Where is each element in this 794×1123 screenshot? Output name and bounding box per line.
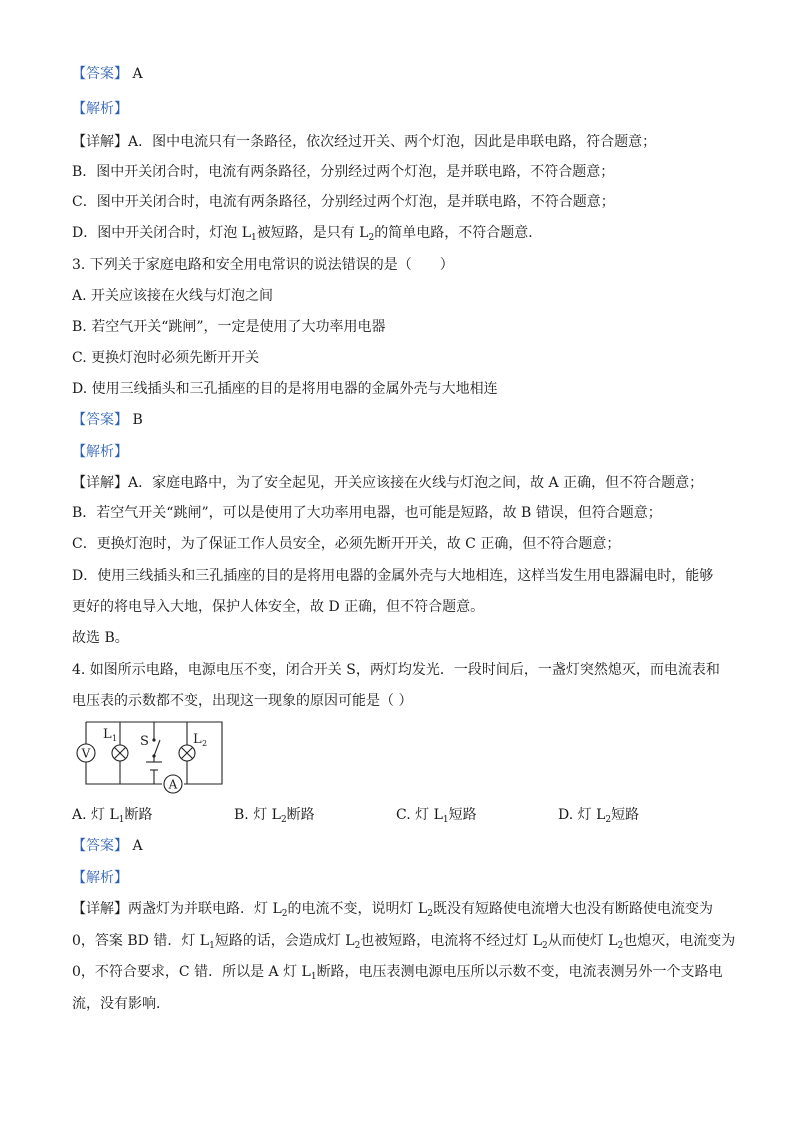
- answer-value: A: [132, 66, 143, 82]
- detail-tag: 【详解】: [72, 134, 128, 150]
- text-line: D．使用三线插头和三孔插座的目的是将用电器的金属外壳与大地相连，这样当发生用电器漏电时，能够: [72, 568, 714, 584]
- question-3-stem: 3. 下列关于家庭电路和安全用电常识的说法错误的是（ ）: [72, 257, 454, 273]
- text-line: D．图中开关闭合时，灯泡 $L_1$被短路，是只有 $L_2$的简单电路，不符合题意．: [72, 225, 543, 243]
- text-line: 0，答案 BD 错．灯 $L_1$短路的话，会造成灯 $L_2$也被短路，电流将不经过灯 $L_2$从而使灯 $L_2$也熄灭，电流变为: [72, 933, 736, 951]
- option-b: B. 若空气开关“跳闸”，一定是使用了大功率用电器: [72, 319, 386, 335]
- text-line: C．更换灯泡时，为了保证工作人员安全，必须先断开开关，故 C 正确，但不符合题意；: [72, 536, 621, 552]
- circuit-diagram: [72, 716, 232, 798]
- ammeter-label: A: [168, 777, 178, 792]
- q4-option-c: C. 灯 $L_1$短路: [396, 807, 477, 825]
- lamp-l1-subscript: 1: [112, 734, 118, 743]
- detail-text: A．图中电流只有一条路径，依次经过开关、两个灯泡，因此是串联电路，符合题意；: [128, 134, 657, 150]
- q4-option-a: A. 灯 $L_1$断路: [72, 807, 153, 825]
- option-c: C. 更换灯泡时必须先断开开关: [72, 350, 260, 366]
- text-line: C．图中开关闭合时，电流有两条路径，分别经过两个灯泡，是并联电路，不符合题意；: [72, 194, 615, 210]
- analysis-tag: 【解析】: [72, 870, 128, 886]
- lamp-l2-subscript: 2: [202, 739, 208, 748]
- text-line: 流，没有影响．: [72, 996, 170, 1012]
- conclusion: 故选 B。: [72, 630, 129, 646]
- detail-line: 【详解】A．家庭电路中，为了安全起见，开关应该接在火线与灯泡之间，故 A 正确，但不符合题意；: [72, 475, 704, 491]
- switch-contact: [152, 754, 155, 757]
- text-line: 0，不符合要求，C 错．所以是 A 灯 $L_1$断路，电压表测电源电压所以示数不变，电流表测另外一个支路电: [72, 964, 723, 982]
- switch-blade: [154, 740, 160, 756]
- option-d: D. 使用三线插头和三孔插座的目的是将用电器的金属外壳与大地相连: [72, 381, 498, 397]
- switch-contact: [152, 738, 155, 741]
- detail-line: [72, 132, 656, 152]
- switch-label: S: [140, 734, 149, 749]
- q4-option-d: D. 灯 $L_2$短路: [558, 807, 640, 825]
- answer-tag: 【答案】: [72, 66, 128, 82]
- answer-line-q3: 【答案】 B: [72, 412, 143, 428]
- voltmeter-label: V: [81, 746, 91, 761]
- answer-line-q2: [72, 64, 143, 84]
- text-line: B．图中开关闭合时，电流有两条路径，分别经过两个灯泡，是并联电路，不符合题意；: [72, 164, 615, 180]
- text-line: B．若空气开关“跳闸”，可以是使用了大功率用电器，也可能是短路，故 B 错误，但符合题意；: [72, 505, 662, 521]
- analysis-tag: 【解析】: [72, 444, 128, 460]
- q4-option-b: B. 灯 $L_2$断路: [234, 807, 315, 825]
- lamp-l1-label: L: [103, 727, 112, 742]
- option-a: A. 开关应该接在火线与灯泡之间: [72, 288, 274, 304]
- detail-line: 【详解】两盏灯为并联电路．灯 $L_2$的电流不变，说明灯 $L_2$既没有短路使电流增大也没有断路使电流变为: [72, 901, 713, 919]
- analysis-tag: 【解析】: [72, 101, 128, 117]
- lamp-l2-label: L: [193, 732, 202, 747]
- question-4-stem-1: 4. 如图所示电路，电源电压不变，闭合开关 S，两灯均发光．一段时间后，一盏灯突然熄灭，而电流表和: [72, 662, 720, 678]
- text-line: 更好的将电导入大地，保护人体安全，故 D 正确，但不符合题意。: [72, 599, 485, 615]
- answer-line-q4: 【答案】 A: [72, 838, 143, 854]
- question-4-stem-2: 电压表的示数都不变，出现这一现象的原因可能是（ ）: [72, 693, 413, 709]
